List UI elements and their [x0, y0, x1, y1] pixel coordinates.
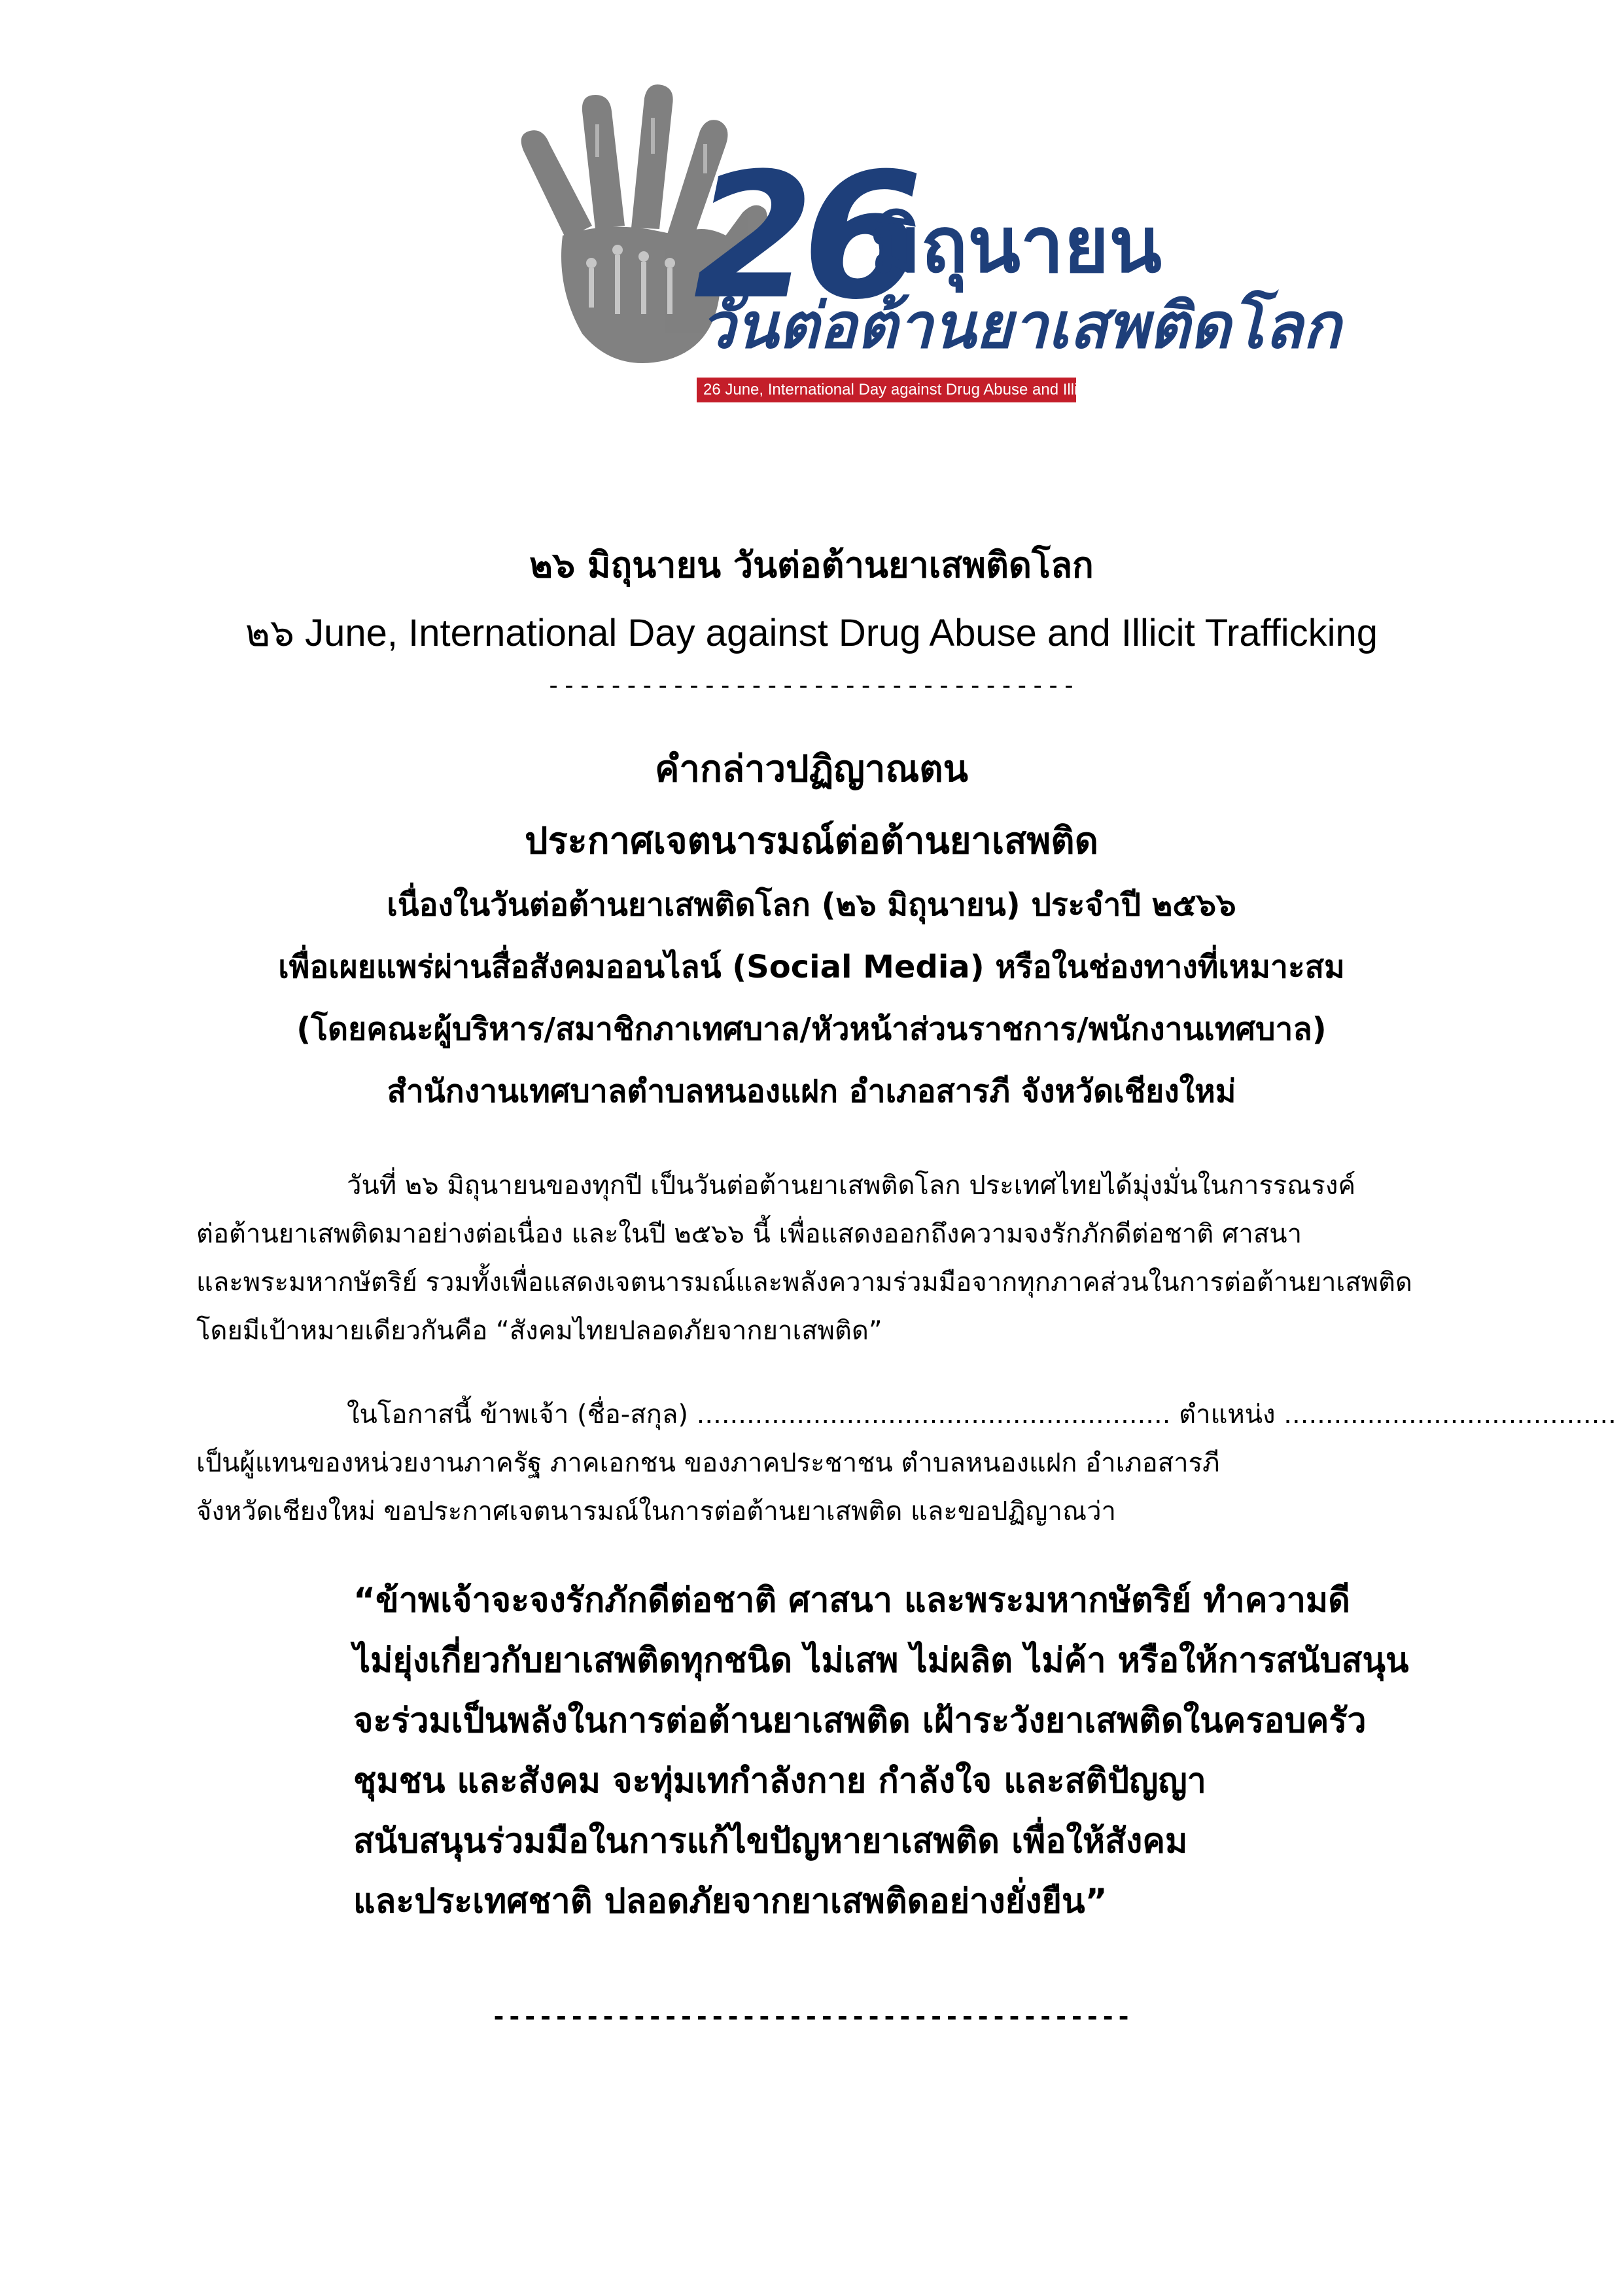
- declaration-title: ประกาศเจตนารมณ์ต่อต้านยาเสพติด: [525, 820, 1098, 862]
- title-thai: ๒๖ มิถุนายน วันต่อต้านยาเสพติดโลก: [529, 544, 1094, 586]
- pledge-line: ชุมชน และสังคม จะทุ่มเทกำลังกาย กำลังใจ และสติปัญญา: [353, 1761, 1206, 1801]
- paragraph-line: ต่อต้านยาเสพติดมาอย่างต่อเนื่อง และในปี ๒๕๖๖ นี้ เพื่อแสดงออกถึงความจงรักภักดีต่อชาติ ศาสนา: [196, 1219, 1302, 1249]
- logo-english-caption: 26 June, International Day against Drug Abuse and Illicit Trafficking: [703, 381, 1169, 398]
- pledge-text: [353, 1570, 1531, 1932]
- logo-month: มิถุนายน: [870, 200, 1162, 290]
- occasion-line: เนื่องในวันต่อต้านยาเสพติดโลก (๒๖ มิถุนายน) ประจำปี ๒๕๖๖: [387, 887, 1236, 923]
- participants-line: (โดยคณะผู้บริหาร/สมาชิกภาเทศบาล/หัวหน้าส่วนราชการ/พนักงานเทศบาล): [296, 1011, 1327, 1048]
- paragraph-line: และพระมหากษัตริย์ รวมทั้งเพื่อแสดงเจตนารมณ์และพลังความร่วมมือจากทุกภาคส่วนในการต่อต้านยาเสพติด: [196, 1267, 1412, 1298]
- pledge-line: “ข้าพเจ้าจะจงรักภักดีต่อชาติ ศาสนา และพระมหากษัตริย์ ทำความดี: [353, 1581, 1350, 1620]
- logo-date-number: 26: [693, 136, 911, 338]
- paragraph-line: วันที่ ๒๖ มิถุนายนของทุกปี เป็นวันต่อต้านยาเสพติดโลก ประเทศไทยได้มุ่งมั่นในการรณรงค์: [347, 1171, 1356, 1201]
- intro-paragraph: [196, 1161, 1465, 1355]
- pledge-line: ไม่ยุ่งเกี่ยวกับยาเสพติดทุกชนิด ไม่เสพ ไม่ผลิต ไม่ค้า หรือให้การสนับสนุน: [353, 1641, 1409, 1680]
- pledge-line: และประเทศชาติ ปลอดภัยจากยาเสพติดอย่างยั่งยืน”: [353, 1882, 1108, 1921]
- paragraph-line: โดยมีเป้าหมายเดียวกันคือ “สังคมไทยปลอดภัยจากยาเสพติด”: [196, 1316, 882, 1346]
- paragraph-line: เป็นผู้แทนของหน่วยงานภาครัฐ ภาคเอกชน ของภาคประชาชน ตำบลหนองแฝก อำเภอสารภี: [196, 1448, 1220, 1478]
- oath-title: คำกล่าวปฏิญาณตน: [655, 748, 968, 790]
- title-english: ๒๖ June, International Day against Drug Abuse and Illicit Trafficking: [245, 612, 1378, 654]
- pledge-line: สนับสนุนร่วมมือในการแก้ไขปัญหายาเสพติด เพื่อให้สังคม: [353, 1822, 1188, 1861]
- oath-intro-paragraph: [196, 1390, 1616, 1536]
- divider-top: ----------------------------------: [546, 671, 1077, 699]
- logo-day-name: วันต่อต้านยาเสพติดโลก: [700, 289, 1341, 362]
- divider-bottom: -----------------------------------------: [491, 2002, 1132, 2031]
- pledge-line: จะร่วมเป็นพลังในการต่อต้านยาเสพติด เฝ้าระวังยาเสพติดในครอบครัว: [353, 1701, 1367, 1740]
- event-logo: [484, 72, 1341, 406]
- paragraph-line: จังหวัดเชียงใหม่ ขอประกาศเจตนารมณ์ในการต่อต้านยาเสพติด และขอปฏิญาณว่า: [196, 1496, 1116, 1527]
- name-position-fill-line: ในโอกาสนี้ ข้าพเจ้า (ชื่อ-สกุล) ......................................................... ตำแหน่ง ........................................: [347, 1400, 1616, 1430]
- office-line: สำนักงานเทศบาลตำบลหนองแฝก อำเภอสารภี จังหวัดเชียงใหม่: [387, 1073, 1236, 1110]
- purpose-line: เพื่อเผยแพร่ผ่านสื่อสังคมออนไลน์ (Social Media) หรือในช่องทางที่เหมาะสม: [278, 949, 1345, 985]
